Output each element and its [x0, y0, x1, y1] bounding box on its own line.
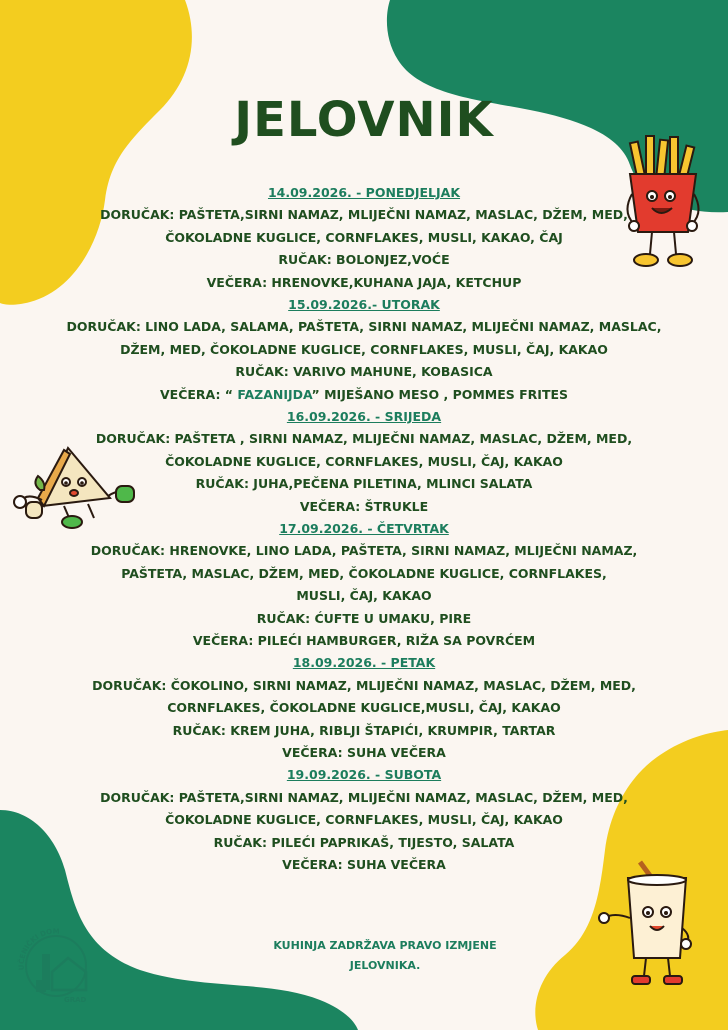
menu-line: ČOKOLADNE KUGLICE, CORNFLAKES, MUSLI, ČAJ, KAKAO — [165, 812, 563, 828]
menu-line: RUČAK: VARIVO MAHUNE, KOBASICA — [235, 364, 493, 380]
logo-text-bottom: GRAD — [64, 996, 87, 1004]
menu-line: DORUČAK: ČOKOLINO, SIRNI NAMAZ, MLIJEČNI NAMAZ, MASLAC, DŽEM, MED, — [92, 677, 636, 693]
day-heading: 16.09.2026. - SRIJEDA — [286, 409, 442, 425]
menu-line: VEČERA: HRENOVKE,KUHANA JAJA, KETCHUP — [206, 274, 522, 290]
menu-list — [60, 182, 668, 877]
logo-text-top: UČENIČKI DOM — [17, 927, 60, 971]
day-friday — [60, 652, 668, 764]
day-heading: 19.09.2026. - SUBOTA — [286, 767, 442, 783]
menu-line: DORUČAK: PAŠTETA , SIRNI NAMAZ, MLIJEČNI NAMAZ, MASLAC, DŽEM, MED, — [95, 431, 633, 447]
menu-line: RUČAK: KREM JUHA, RIBLJI ŠTAPIĆI, KRUMPIR, TARTAR — [172, 722, 556, 738]
footer-line: JELOVNIKA. — [349, 959, 421, 972]
menu-line: PAŠTETA, MASLAC, DŽEM, MED, ČOKOLADNE KUGLICE, CORNFLAKES, — [121, 565, 607, 581]
menu-line: VEČERA: SUHA VEČERA — [282, 745, 446, 761]
day-heading: 14.09.2026. - PONEDJELJAK — [267, 185, 461, 200]
day-wednesday — [60, 406, 668, 518]
day-heading: 18.09.2026. - PETAK — [292, 655, 436, 671]
day-tuesday — [60, 294, 668, 406]
menu-line: RUČAK: ĆUFTE U UMAKU, PIRE — [256, 610, 472, 626]
sandwich-icon — [8, 440, 138, 530]
menu-line: VEČERA: SUHA VEČERA — [282, 857, 446, 873]
menu-line: RUČAK: JUHA,PEČENA PILETINA, MLINCI SALATA — [195, 476, 533, 492]
day-thursday — [60, 518, 668, 652]
menu-line: CORNFLAKES, ČOKOLADNE KUGLICE,MUSLI, ČAJ, KAKAO — [167, 700, 561, 716]
menu-line: ČOKOLADNE KUGLICE, CORNFLAKES, MUSLI, ČAJ, KAKAO — [165, 453, 563, 469]
french-fries-icon — [622, 134, 704, 274]
menu-line: DORUČAK: LINO LADA, SALAMA, PAŠTETA, SIRNI NAMAZ, MLIJEČNI NAMAZ, MASLAC, — [66, 319, 662, 335]
footer-note — [240, 936, 530, 976]
day-monday — [60, 182, 668, 294]
footer-line: KUHINJA ZADRŽAVA PRAVO IZMJENE — [273, 939, 497, 952]
milk-glass-icon — [596, 858, 696, 990]
menu-line: RUČAK: PILEĆI PAPRIKAŠ, TIJESTO, SALATA — [213, 834, 515, 850]
day-heading: 15.09.2026.- UTORAK — [288, 297, 440, 313]
dinner-highlight: FAZANIJDA — [237, 386, 312, 402]
menu-line: VEČERA: PILEĆI HAMBURGER, RIŽA SA POVRĆEM — [192, 633, 536, 649]
dinner-prefix: VEČERA: “ — [159, 386, 238, 402]
menu-line-dinner — [60, 384, 668, 406]
school-logo — [16, 922, 104, 1004]
menu-line: DŽEM, MED, ČOKOLADNE KUGLICE, CORNFLAKES, MUSLI, ČAJ, KAKAO — [120, 341, 608, 357]
menu-line: DORUČAK: HRENOVKE, LINO LADA, PAŠTETA, SIRNI NAMAZ, MLIJEČNI NAMAZ, — [90, 543, 638, 559]
menu-line: DORUČAK: PAŠTETA,SIRNI NAMAZ, MLIJEČNI NAMAZ, MASLAC, DŽEM, MED, — [100, 789, 628, 805]
menu-line: DORUČAK: PAŠTETA,SIRNI NAMAZ, MLIJEČNI NAMAZ, MASLAC, DŽEM, MED, — [100, 207, 628, 223]
menu-line: MUSLI, ČAJ, KAKAO — [296, 588, 432, 604]
day-heading: 17.09.2026. - ČETVRTAK — [279, 521, 449, 537]
menu-line: RUČAK: BOLONJEZ,VOĆE — [278, 252, 450, 268]
dinner-suffix: ” MIJEŠANO MESO , POMMES FRITES — [311, 386, 569, 402]
menu-line: ČOKOLADNE KUGLICE, CORNFLAKES, MUSLI, KAKAO, ČAJ — [165, 229, 563, 245]
day-saturday — [60, 764, 668, 876]
page-title: JELOVNIK — [234, 92, 494, 148]
menu-line: VEČERA: ŠTRUKLE — [299, 498, 429, 514]
